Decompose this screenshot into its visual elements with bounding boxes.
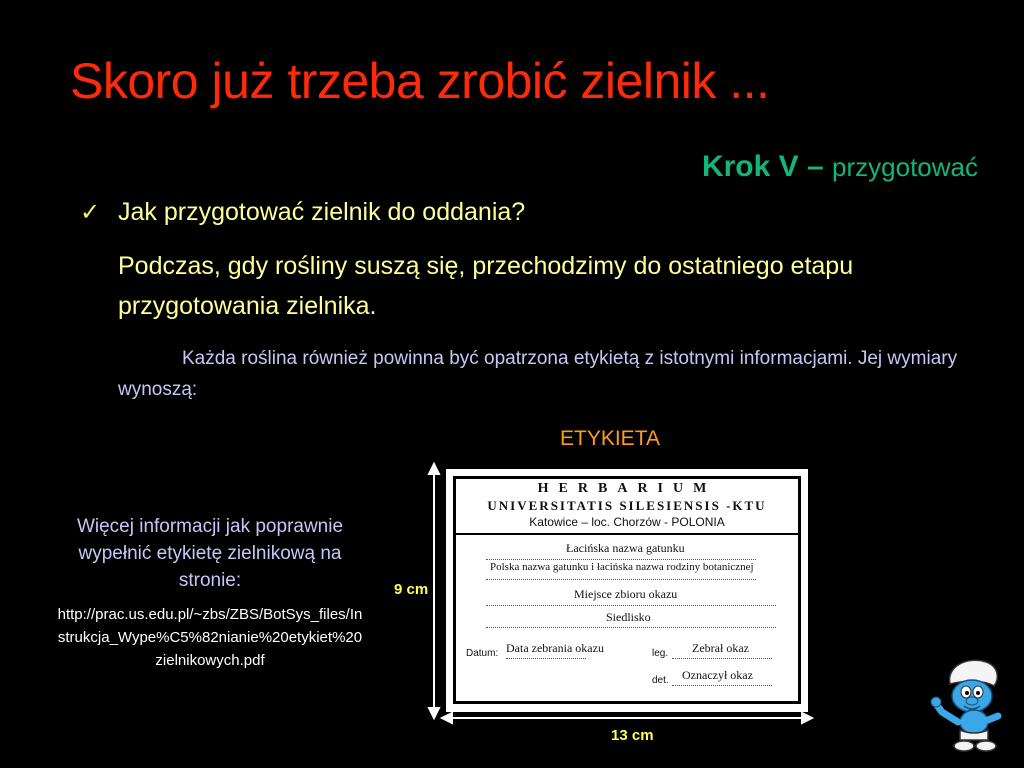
label-dotted-line [486,559,756,560]
etykieta-heading: ETYKIETA [560,427,660,450]
label-collected-by: Zebrał okaz [692,641,749,655]
herbarium-label-frame [453,476,801,704]
step-description: przygotować [832,152,978,182]
label-dotted-line [486,627,776,628]
paragraph-label-info: Każda roślina również powinna być opatrzona etykietą z istotnymi informacjami. Jej wymiary wynoszą: [118,348,958,400]
label-identified-by: Oznaczył okaz [682,668,753,682]
more-info-text: Więcej informacji jak poprawnie wypełnić etykietę zielnikową na stronie: [76,516,344,591]
question-text: Jak przygotować zielnik do oddania? [118,198,526,226]
label-polish-name: Polska nazwa gatunku i łacińska nazwa rodziny botanicznej [490,561,754,573]
label-dotted-line [672,658,772,659]
page-title: Skoro już trzeba zrobić zielnik ... [70,53,770,109]
label-latin-name: Łacińska nazwa gatunku [566,541,685,555]
label-dotted-line [672,685,772,686]
label-university: UNIVERSITATIS SILESIENSIS -KTU [487,498,767,513]
label-dotted-line [486,579,756,580]
width-dimension-label: 13 cm [611,727,654,744]
label-place: Miejsce zbioru okazu [574,587,678,601]
paragraph-drying: Podczas, gdy rośliny suszą się, przechodzimy do ostatniego etapu przygotowania zielnika. [118,252,854,320]
label-habitat: Siedlisko [606,610,651,624]
label-det: det. [652,675,669,686]
more-info-link[interactable]: http://prac.us.edu.pl/~zbs/ZBS/BotSys_files/Instrukcja_Wype%C5%82nianie%20etykiet%20zielnikowych.pdf [57,606,363,669]
checkmark-icon: ✓ [80,199,101,226]
label-leg: leg. [652,648,669,659]
label-datum: Datum: [466,648,499,659]
label-dotted-line [506,658,586,659]
label-location: Katowice – loc. Chorzów - POLONIA [529,515,725,529]
height-dimension-label: 9 cm [394,581,429,598]
label-dotted-line [486,605,776,606]
label-divider [456,533,798,535]
herbarium-label-image [446,469,808,712]
label-date-collected: Data zebrania okazu [506,641,604,655]
label-herbarium: HERBARIUM [537,481,717,496]
step-heading [702,150,978,184]
step-number: Krok V – [701,150,833,183]
smurf-mascot-icon [928,656,1016,752]
